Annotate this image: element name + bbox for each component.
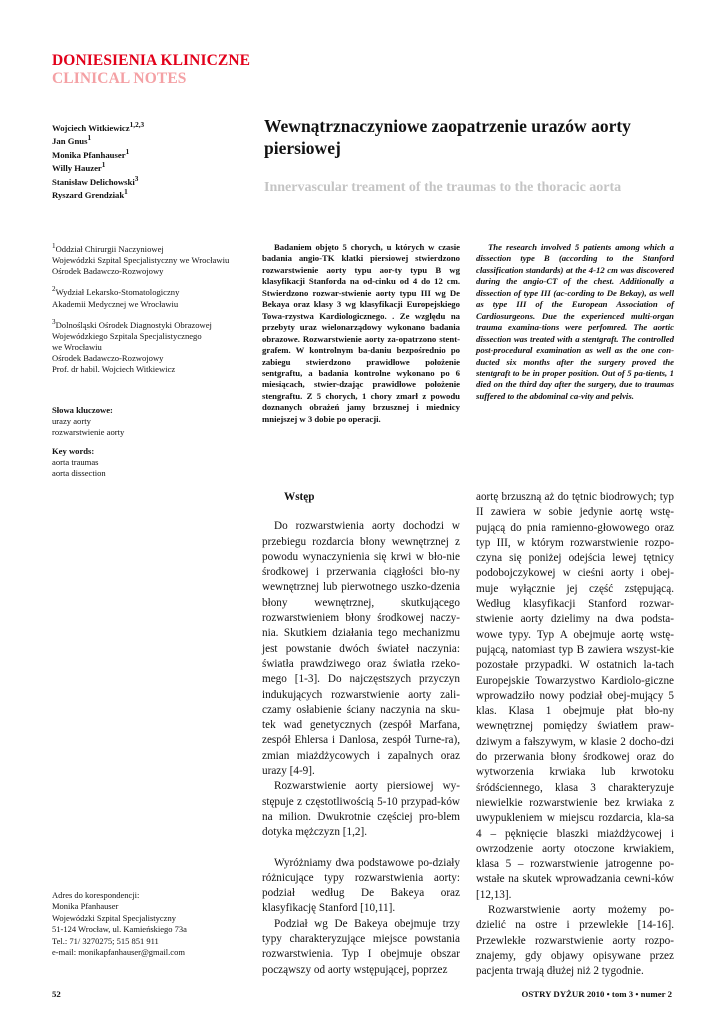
affiliation: $^1$Oddział Chirurgii Naczyniowej Wojewódzki Szpital Specjalistyczny we Wrocławiu Ośrodek Badawczo-Rozwojowy: [52, 242, 230, 277]
author: Monika Pfanhauser$^1$: [52, 147, 130, 160]
keyword: rozwarstwienie aorty: [52, 427, 125, 437]
author: Jan Gnus$^1$: [52, 134, 92, 147]
affiliation: $^3$Dolnośląski Ośrodek Diagnostyki Obrazowej Wojewódzkiego Szpitala Specjalistycznego we Wrocławiu Ośrodek Badawczo-Rozwojowy Prof. dr habil. Wojciech Witkiewicz: [52, 317, 212, 375]
body-column-right: [476, 490, 674, 980]
section-heading: Wstęp: [284, 491, 315, 503]
keywords-label-en: Key words:: [52, 446, 95, 456]
paragraph: Do rozwarstwienia aorty dochodzi w przebiegu rozdarcia błony wewnętrznej z powodu wynaczynienia się krwi w bło-nie środkowej i przerwania ciągłości bło-ny wewnętrznej lub pierwotnego uszko-dzenia błony wewnętrznej, skutkującego rozwarstwieniem błony środkowej naczy-nia. Skutkiem działania tego mechanizmu jest powstanie dwóch świateł naczynia: światła prawdziwego oraz światła rzeko-mego [1-3]. Do najczęstszych przyczyn indukujących rozwarstwienie aorty zali-czamy osłabienie ściany naczynia na sku-tek wad genetycznych (zespół Marfana, zespół Ehlersa i Danlosa, zespół Turne-ra), zmian miażdżycowych i zapalnych oraz urazy [4-9].: [262, 520, 460, 778]
keyword: aorta traumas: [52, 457, 99, 467]
paragraph: Podział wg De Bakeya obejmuje trzy typy charakteryzujące miejsce powstania rozwarstwienia. Typ I obejmuje obszar począwszy od aorty wstępującej, poprzez: [262, 917, 460, 976]
author: Stanisław Delichowski$^3$: [52, 174, 139, 187]
paragraph: aortę brzuszną aż do tętnic biodrowych; typ II zawiera w sobie jedynie aortę wstę-pującą do pnia ramienno-głowowego oraz typ III, w którym rozwarstwienie rozpo-czyna się poniżej odejścia lewej tętnicy podobojczykowej w cieśni aorty i obej-muje wyłącznie jej część zstępującą. Według klasyfikacji Stanford rozwar-stwienie aorty dzielimy na dwa podsta-wowe typy. Typ A obejmuje aortę wstę-pującą, natomiast typ B zawiera wszyst-kie pozostałe przypadki. W ostatnich la-tach Europejskie Towarzystwo Kardiolo-giczne wprowadziło nowy podział obej-mujący 5 klas. Klasa 1 obejmuje płat bło-ny wewnętrznej pomiędzy światłem praw-dziwym a fałszywym, w klasie 2 docho-dzi do przerwania błony środkowej oraz do wytworzenia krwiaka lub krwotoku śródściennego, klasa 3 charakteryzuje niewielkie rozwarstwienie bez krwiaka z uwypukleniem w miejscu rozdarcia, kla-sa 4 – pęknięcie blaszki miażdżycowej i owrzodzenie aorty otoczone krwiakiem, klasa 5 – rozwarstwienie jatrogenne po-wstałe na skutek wprowadzania cewni-ków [12,13].: [476, 491, 674, 901]
section-label-english: CLINICAL NOTES: [52, 70, 187, 87]
keywords: [52, 405, 252, 479]
correspondence-address: Adres do korespondencji: Monika Pfanhauser Wojewódzki Szpital Specjalistyczny 51-124 Wrocław, ul. Kamieńskiego 73a Tel.: 71/ 3270275; 515 851 911 e-mail: monikapfanhauser@gmail.com: [52, 890, 252, 958]
author: Ryszard Grendziak$^1$: [52, 188, 128, 201]
keyword: urazy aorty: [52, 416, 91, 426]
paragraph: Rozwarstwienie aorty możemy po-dzielić na ostre i przewlekłe [14-16]. Przewlekłe rozwarstwienie aorty rozpo-znajemy, gdy objawy opisywane przez pacjenta trwają dłużej niż 2 tygodnie.: [476, 904, 674, 978]
keywords-label-pl: Słowa kluczowe:: [52, 405, 113, 415]
article-title: Wewnątrznaczyniowe zaopatrzenie urazów aorty piersiowej: [264, 116, 631, 158]
keyword: aorta dissection: [52, 468, 106, 478]
author: Willy Hauzer$^1$: [52, 161, 106, 174]
body-column-left: [262, 490, 460, 978]
author: Wojciech Witkiewicz$^{1,2,3}$: [52, 121, 145, 133]
page-number: 52: [52, 989, 61, 999]
abstract-polish: Badaniem objęto 5 chorych, u których w czasie badania angio-TK klatki piersiowej stwierdzono rozwarstwienie aorty typu aor-ty typu B wg klasyfikacji Stanforda na od-cinku od 4 do 12 cm. Stwierdzono rozwar-stwienie aorty typu III wg De Bekaya oraz klasy 3 wg klasyfikacji Europejskiego Towa-rzystwa Kardiologicznego. . Ze względu na przebyty uraz wielonarządowy wykonano badania obrazowe. Rozwarstwienie aorty za-opatrzono stent-grafem. W kontrolnym ba-daniu bezpośrednio po zabiegu stwierdzono prawidłowe położenie sentgraftu, a badania kontrolne wykonano po 6 miesiącach, stwier-dzając prawidłowe położenie stengraftu. Z 5 chorych, 1 chory zmarł z powodu doznanych obrażeń jamy brzusznej i miednicy mniejszej w 3 dobie po operacji.: [262, 242, 460, 424]
email: e-mail: monikapfanhauser@gmail.com: [52, 947, 185, 958]
abstract-english: The research involved 5 patients among which a dissection type B (according to the Stanford classification standards) at the 4-12 cm was discovered during the angio-CT of the chest. Additionally a dissection of type III (ac-cording to De Bekay), as well as type III of the European Association of Cardiosurgeons. Due the experienced multi-organ trauma examina-tions were perfomred. The aortic dissection was treated with a stentgraft. The controlled post-procedural examination as well as the one con-ducted six months after the surgery proved the stentgraft to be in proper position. Out of 5 pa-tients, 1 died on the third day after the surgery, due to traumas suffered to the abdominal ca-vity and pelvis.: [476, 242, 674, 401]
affiliation: $^2$Wydział Lekarsko-Stomatologiczny Akademii Medycznej we Wrocławiu: [52, 285, 180, 309]
article-title-english: Innervascular treament of the traumas to the thoracic aorta: [264, 180, 622, 195]
journal-footer: OSTRY DYŻUR 2010 • tom 3 • numer 2: [521, 989, 672, 999]
paragraph: Rozwarstwienie aorty piersiowej wy-stępuje z częstotliwością 5-10 przypad-ków na milion. Dwukrotnie częściej pro-blem dotyka mężczyzn [1,2].: [262, 780, 460, 839]
affiliations: [52, 241, 262, 383]
author-list: [52, 120, 144, 201]
paragraph: Wyróżniamy dwa podstawowe po-działy różnicujące typy rozwarstwienia aorty: podział według De Bakeya oraz klasyfikację Stanford [10,11].: [262, 856, 460, 915]
section-label-polish: DONIESIENIA KLINICZNE: [52, 52, 251, 69]
